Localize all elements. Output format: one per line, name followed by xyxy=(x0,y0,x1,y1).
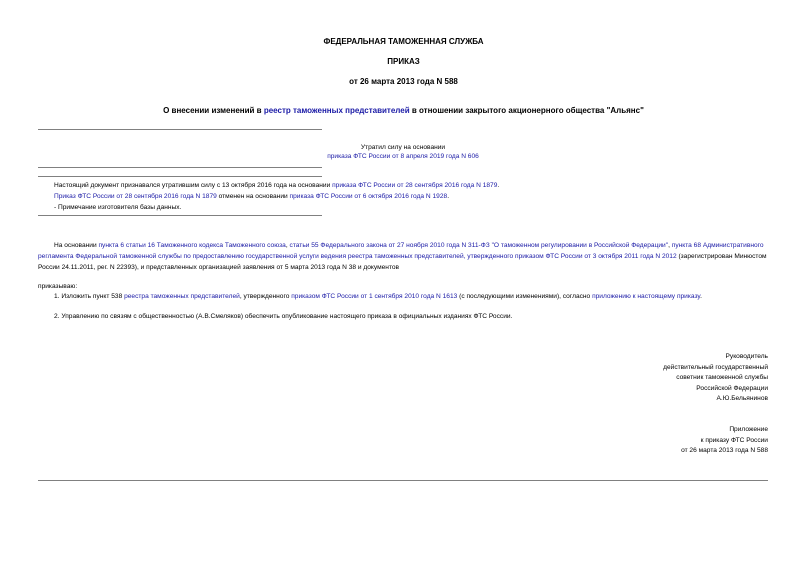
signature-block xyxy=(560,352,768,405)
order-item-1 xyxy=(54,292,774,301)
admin-regulation-link[interactable]: пункта 68 Административного регламента Федеральной таможенной службы по предоставлению государственной услуги ведения реестра таможенных представителей, утвержденного приказом ФТС России от 3 октября 2011 года N 2012 xyxy=(38,242,764,260)
registry-link[interactable]: реестр таможенных представителей xyxy=(263,106,410,115)
note-order-1879-title-link[interactable]: Приказ ФТС России от 28 сентября 2016 года N 1879 xyxy=(54,193,217,200)
note-line3: - Примечание изготовителя базы данных. xyxy=(54,204,182,211)
basis-paragraph xyxy=(38,240,770,273)
note-punct: . xyxy=(497,182,500,189)
appendix-link[interactable]: приложению к настоящему приказу xyxy=(592,293,701,300)
note-line2-text: отменен на основании xyxy=(216,193,290,200)
bottom-divider xyxy=(38,480,768,481)
divider xyxy=(38,167,322,168)
doc-title xyxy=(0,106,807,116)
order-item-2: 2. Управлению по связям с общественностью (А.В.Смеляков) обеспечить опубликование настоящего приказа в официальных изданиях ФТС России. xyxy=(54,313,513,320)
database-note xyxy=(54,180,774,213)
appendix-line: к приказу ФТС России xyxy=(700,436,768,444)
divider xyxy=(38,176,322,177)
signature-line: советник таможенной службы xyxy=(676,374,768,382)
divider xyxy=(38,129,322,130)
doc-type: ПРИКАЗ xyxy=(387,57,420,66)
item-text: . xyxy=(700,293,702,300)
note-line1-text: Настоящий документ признавался утратившим силу с 13 октября 2016 года на основании xyxy=(54,182,333,189)
item-text: , утвержденного xyxy=(239,293,292,300)
repeal-text: Утратил силу на основании xyxy=(360,144,446,151)
item1-registry-link[interactable]: реестра таможенных представителей xyxy=(124,293,240,300)
customs-code-link[interactable]: пункта 6 статьи 16 Таможенного кодекса Таможенного союза xyxy=(98,242,286,249)
item-text: 1. Изложить пункт 538 xyxy=(54,293,125,300)
signature-line: действительный государственный xyxy=(663,363,768,371)
signature-line: Российской Федерации xyxy=(696,384,768,392)
note-order-1879-link[interactable]: приказа ФТС России от 28 сентября 2016 года N 1879 xyxy=(332,182,498,189)
signature-line: Руководитель xyxy=(725,353,768,360)
basis-text: , xyxy=(668,242,672,249)
order-word: приказываю: xyxy=(38,283,78,290)
basis-text: (зарегистрирован Минюстом России 24.11.2011, рег. N 22393), и представленных организацией заявления от 5 марта 2013 года N 38 и документов xyxy=(38,253,767,271)
appendix-line: от 26 марта 2013 года N 588 xyxy=(681,447,768,455)
basis-text: На основании xyxy=(54,242,99,249)
basis-text: , xyxy=(285,242,290,249)
doc-title-prefix: О внесении изменений в xyxy=(163,106,264,115)
note-order-1928-link[interactable]: приказа ФТС России от 6 октября 2016 года N 1928 xyxy=(289,193,448,200)
appendix-block xyxy=(560,425,768,457)
order-1613-link[interactable]: приказом ФТС России от 1 сентября 2010 года N 1613 xyxy=(291,293,458,300)
signature-name: А.Ю.Бельянинов xyxy=(716,395,768,403)
federal-law-link[interactable]: статьи 55 Федерального закона от 27 ноября 2010 года N 311-ФЗ "О таможенном регулировании в Российской Федерации" xyxy=(289,242,669,249)
note-punct: . xyxy=(447,193,450,200)
repeal-order-link[interactable]: приказа ФТС России от 8 апреля 2019 года N 606 xyxy=(327,153,479,160)
divider xyxy=(38,215,322,216)
doc-date-number: от 26 марта 2013 года N 588 xyxy=(349,77,458,86)
agency-name: ФЕДЕРАЛЬНАЯ ТАМОЖЕННАЯ СЛУЖБА xyxy=(323,37,484,46)
appendix-line: Приложение xyxy=(729,426,768,433)
doc-title-suffix: в отношении закрытого акционерного общества "Альянс" xyxy=(409,106,644,115)
item-text: (с последующими изменениями), согласно xyxy=(457,293,593,300)
repeal-note xyxy=(322,143,484,161)
